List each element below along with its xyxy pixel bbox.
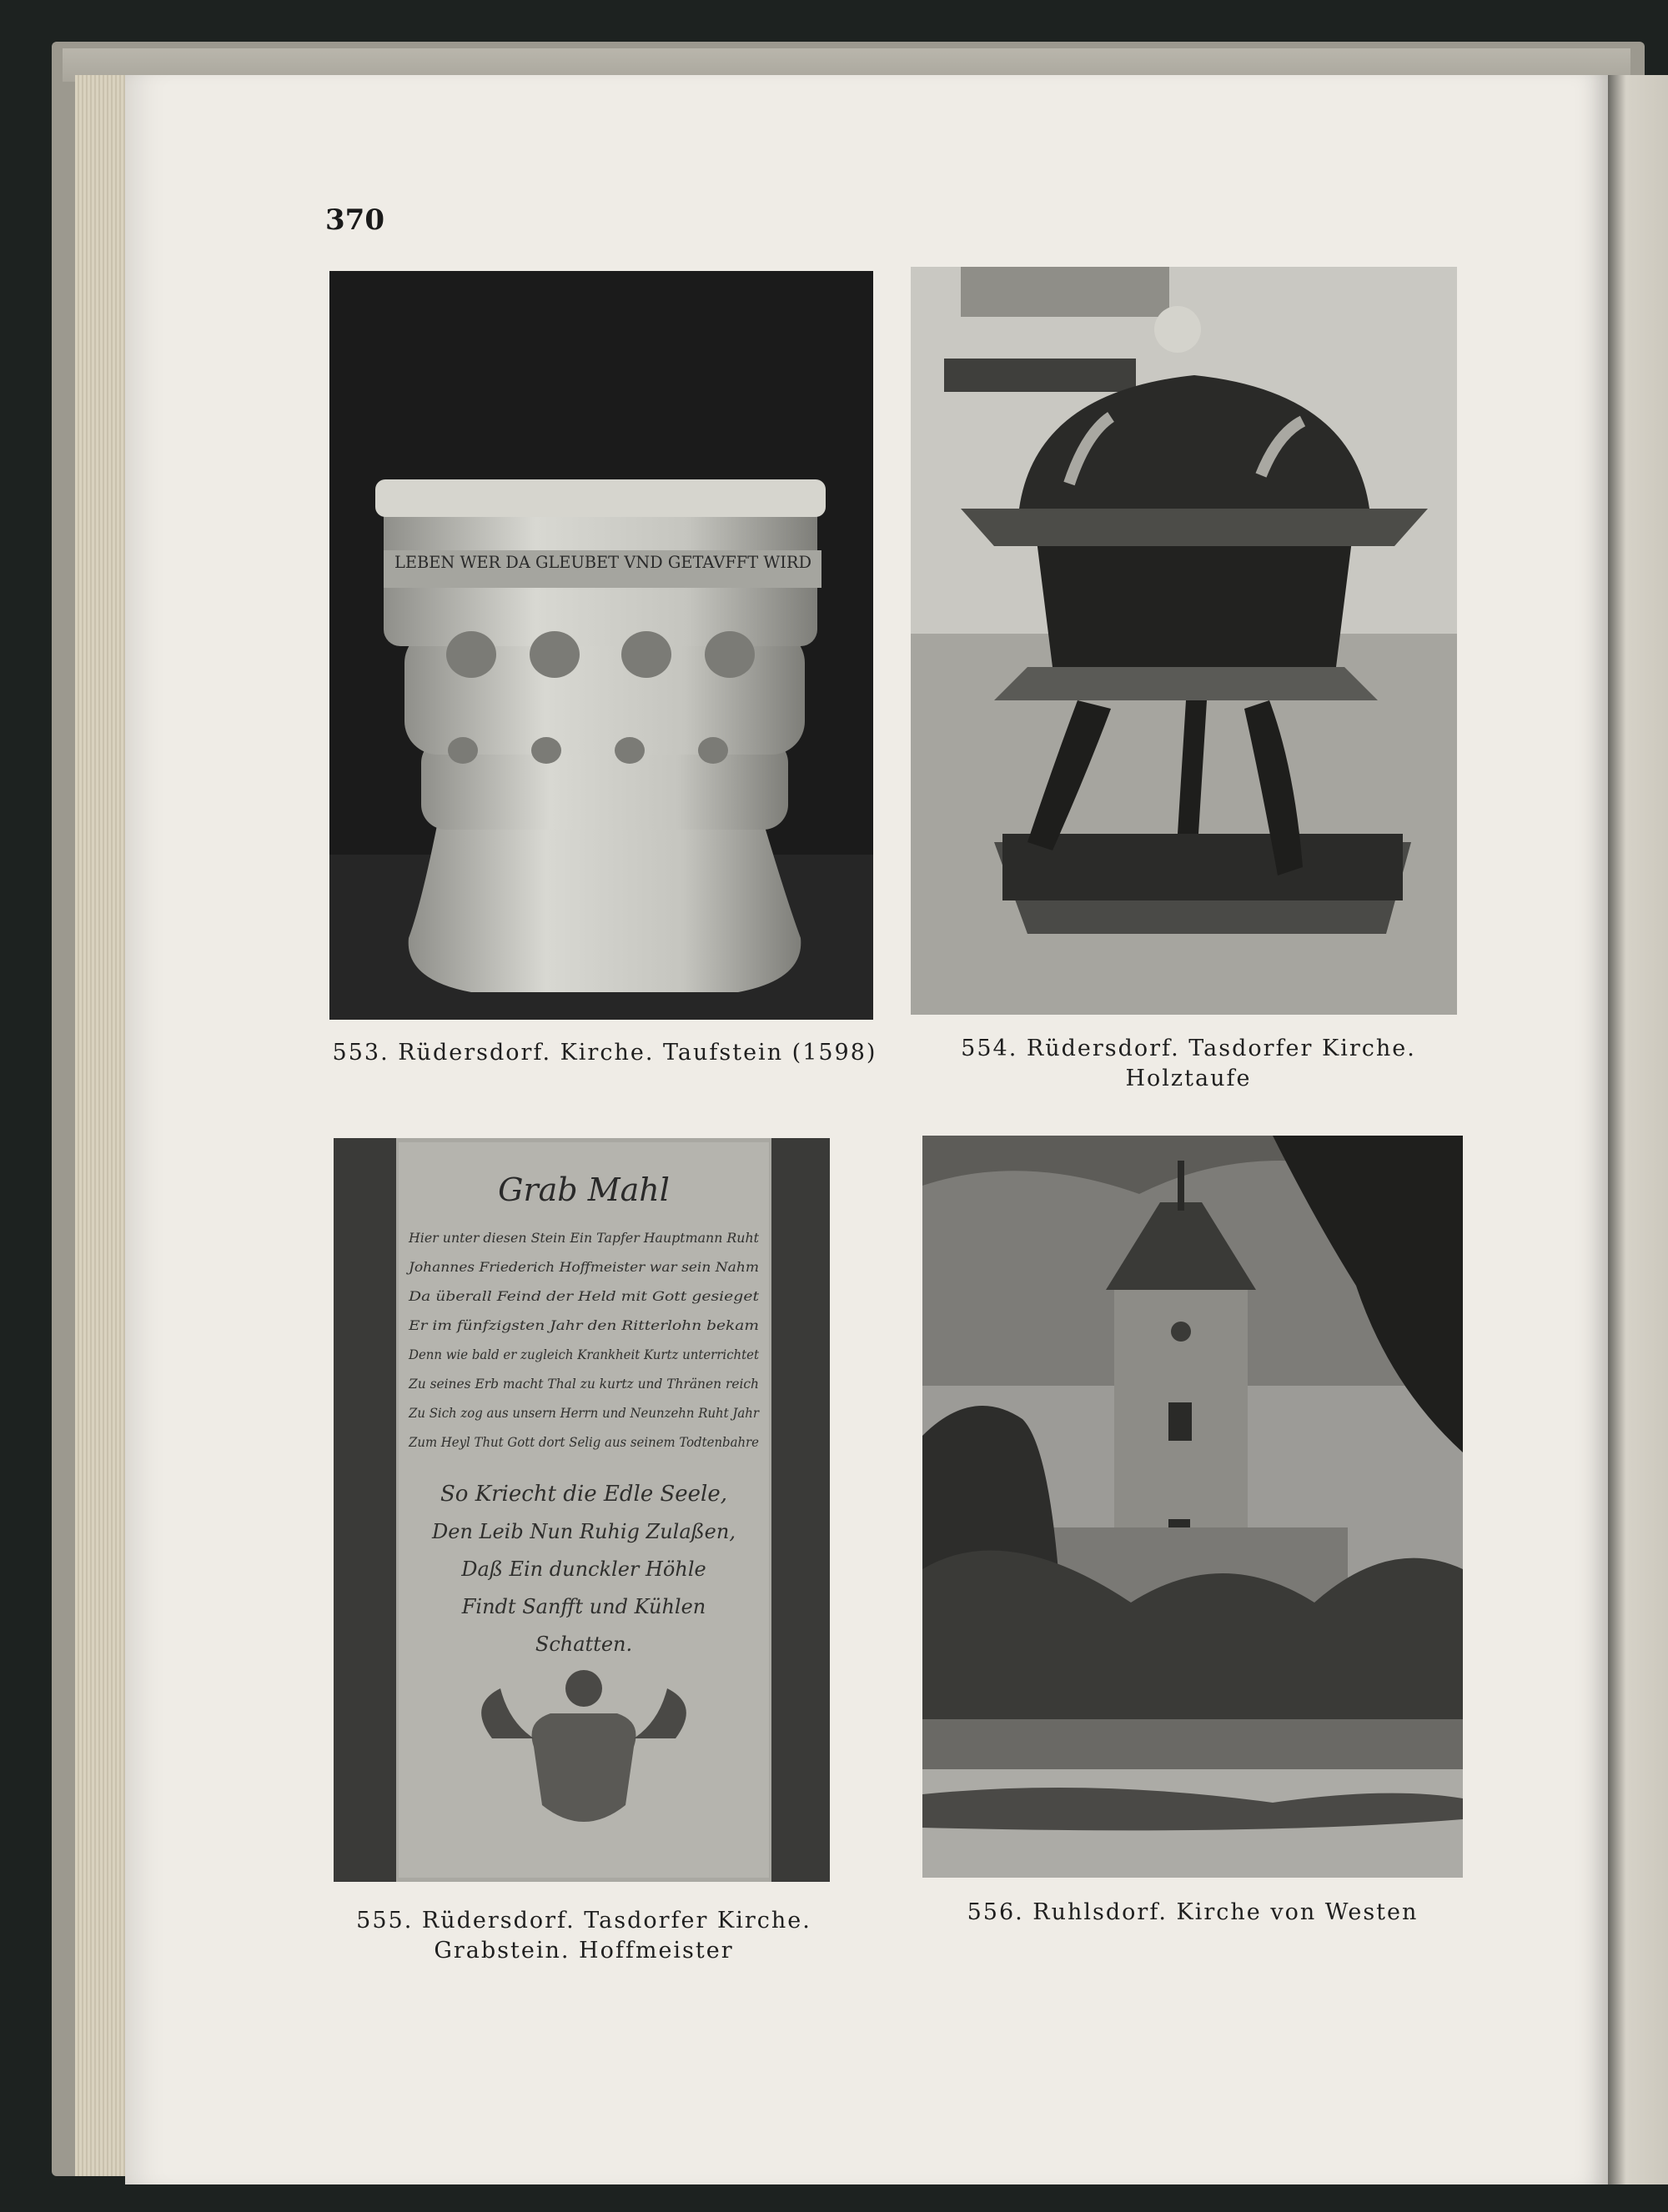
photo-gravestone (334, 1138, 830, 1882)
gravestone-line-13: Schatten. (535, 1633, 633, 1656)
gravestone-line-11: Daß Ein dunckler Höhle (461, 1557, 706, 1581)
gravestone-line-9: So Kriecht die Edle Seele, (440, 1482, 728, 1507)
gravestone-line-5: Denn wie bald er zugleich Krankheit Kurtz unterrichtet (408, 1347, 760, 1362)
photo-stone-font (329, 271, 873, 1020)
photo-wooden-font (911, 267, 1457, 1015)
page-number: 370 (325, 203, 384, 237)
caption-555 (334, 1906, 834, 1966)
caption-553: 553. Rüdersdorf. Kirche. Taufstein (1598) (332, 1040, 877, 1066)
caption-556: 556. Ruhlsdorf. Kirche von Westen (967, 1899, 1419, 1925)
gravestone-line-1: Hier unter diesen Stein Ein Tapfer Hauptmann Ruht (408, 1230, 760, 1246)
gravestone-line-8: Zum Heyl Thut Gott dort Selig aus seinem Todtenbahre (408, 1434, 759, 1450)
facing-page-edge (1608, 75, 1668, 2184)
gravestone-line-7: Zu Sich zog aus unsern Herrn und Neunzehn Ruht Jahr (408, 1405, 761, 1421)
gravestone-line-3: Da überall Feind der Held mit Gott gesieget (407, 1288, 760, 1304)
gravestone-line-10: Den Leib Nun Ruhig Zulaßen, (432, 1520, 736, 1543)
caption-555-line-2: Grabstein. Hoffmeister (434, 1938, 734, 1964)
gravestone-line-2: Johannes Friederich Hoffmeister war sein Nahm (405, 1259, 759, 1275)
gravestone-title: Grab Mahl (498, 1171, 670, 1208)
caption-555-line-1: 555. Rüdersdorf. Tasdorfer Kirche. (356, 1908, 811, 1934)
gravestone-line-4: Er im fünfzigsten Jahr den Ritterlohn bekam (407, 1317, 759, 1333)
font-inscription: LEBEN WER DA GLEUBET VND GETAVFFT WIRD (394, 552, 811, 572)
photo-church (922, 1136, 1463, 1878)
gravestone-line-6: Zu seines Erb macht Thal zu kurtz und Thränen reich (408, 1376, 759, 1392)
gravestone-line-12: Findt Sanfft und Kühlen (461, 1595, 706, 1618)
caption-554: 554. Rüdersdorf. Tasdorfer Kirche. Holztaufe (961, 1036, 1416, 1091)
